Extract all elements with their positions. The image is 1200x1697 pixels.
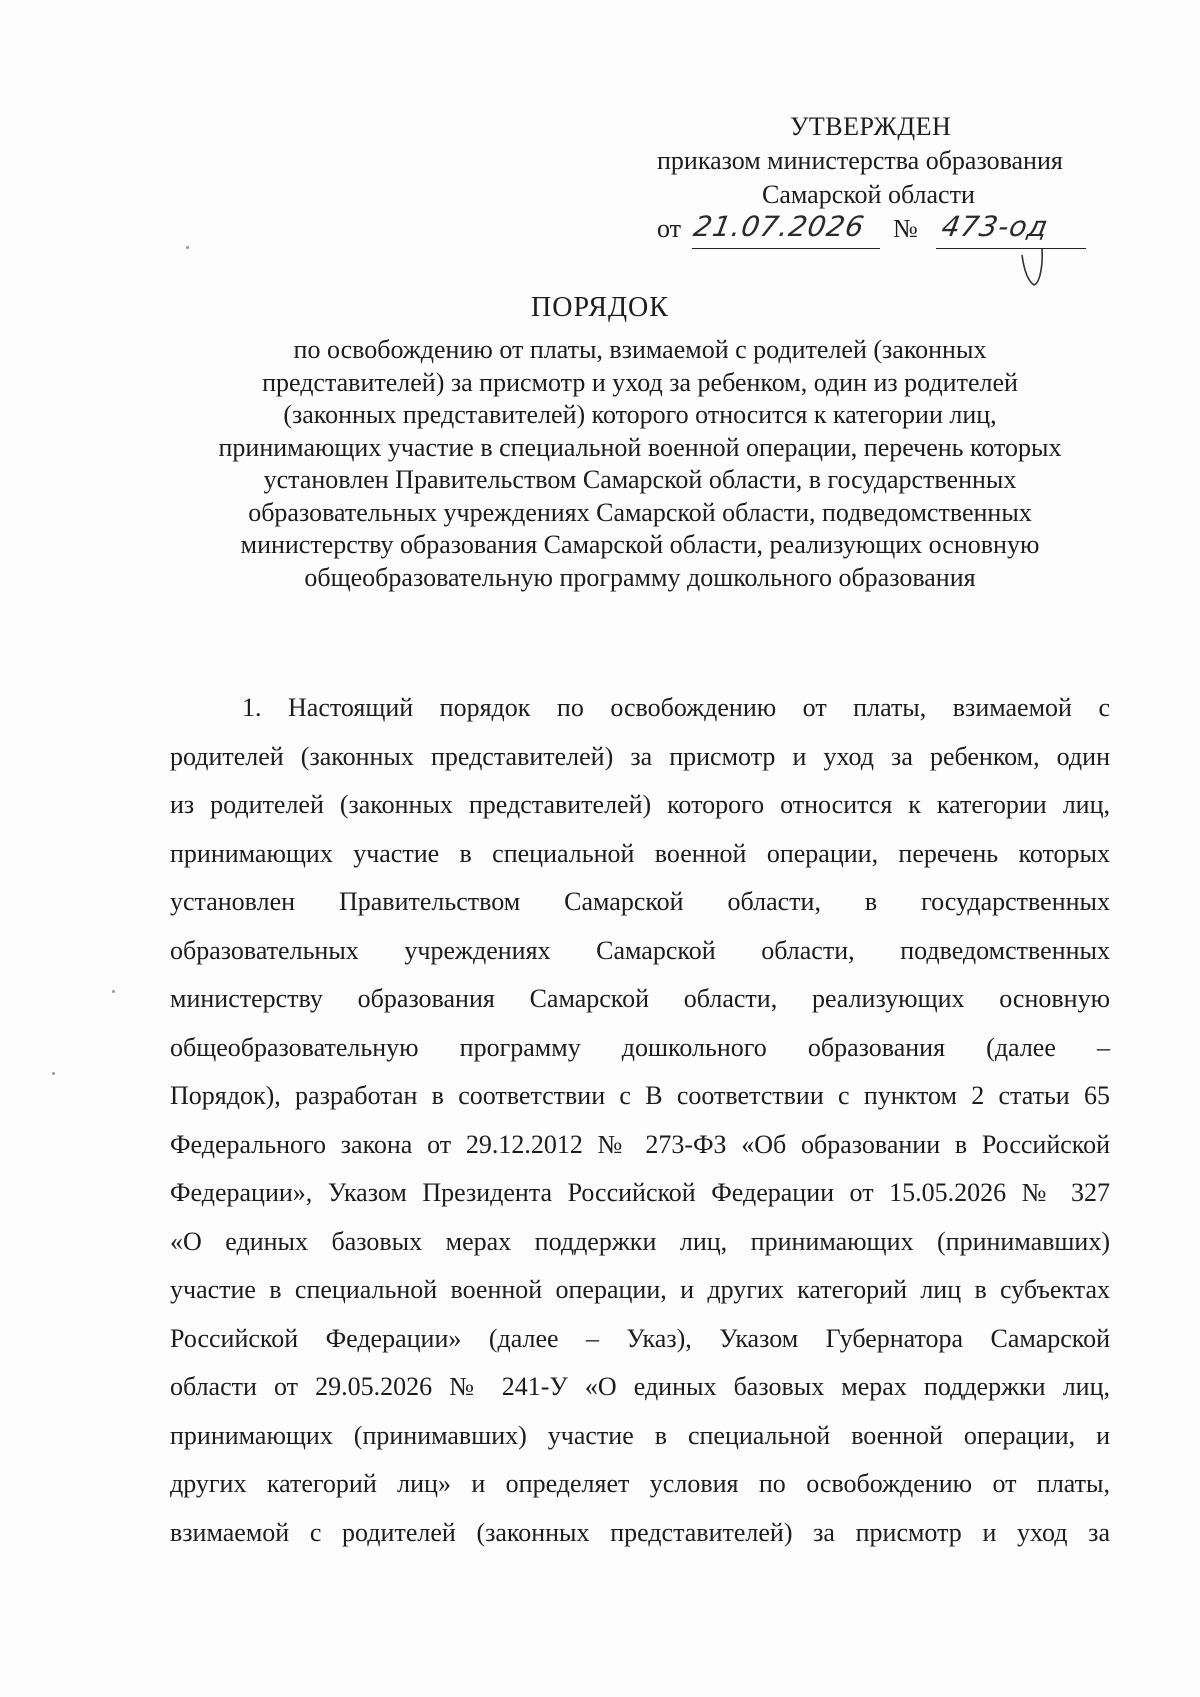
subtitle-line: (законных представителей) которого относится к категории лиц, [283, 400, 997, 429]
date-prefix: от [657, 214, 682, 243]
paragraph-line: принимающих участие в специальной военной операции, перечень которых [170, 838, 1110, 868]
approval-order-line: приказом министерства образования [657, 146, 1063, 175]
paragraph-line: установлен Правительством Самарской области, в государственных [170, 887, 1110, 916]
paragraph-1 [170, 684, 1110, 1557]
scan-speck [112, 990, 115, 993]
subtitle-line: представителей) за присмотр и уход за ребенком, один из родителей [262, 367, 1018, 397]
paragraph-line: общеобразовательную программу дошкольного образования (далее – [170, 1032, 1110, 1062]
document-title: ПОРЯДОК [531, 292, 669, 323]
paragraph-line: других категорий лиц» и определяет условия по освобождению от платы, [170, 1469, 1110, 1498]
approval-heading: УТВЕРЖДЕН [790, 112, 952, 141]
paragraph-line: министерству образования Самарской области, реализующих основную [170, 984, 1110, 1013]
handwritten-date: 21.07.2026 [691, 210, 868, 243]
number-prefix: № [893, 214, 918, 243]
paragraph-line: принимающих (принимавших) участие в специальной военной операции, и [170, 1420, 1110, 1450]
paragraph-line: области от 29.05.2026 № 241-У «О единых базовых мерах поддержки лиц, [170, 1372, 1110, 1401]
handwritten-stroke-icon [1018, 245, 1048, 295]
subtitle-line: принимающих участие в специальной военной операции, перечень которых [218, 432, 1062, 462]
scan-speck [52, 1072, 55, 1075]
paragraph-line: из родителей (законных представителей) которого относится к категории лиц, [170, 790, 1110, 819]
paragraph-line: образовательных учреждениях Самарской области, подведомственных [170, 935, 1110, 965]
document-subtitle [170, 334, 1110, 594]
paragraph-line: Федерации», Указом Президента Российской Федерации от 15.05.2026 № 327 [170, 1178, 1110, 1207]
paragraph-line: взимаемой с родителей (законных представителей) за присмотр и уход за [170, 1517, 1110, 1547]
subtitle-line: общеобразовательную программу дошкольного образования [304, 562, 976, 592]
subtitle-line: министерству образования Самарской области, реализующих основную [240, 530, 1040, 559]
scan-speck [186, 246, 189, 249]
subtitle-line: образовательных учреждениях Самарской области, подведомственных [248, 497, 1032, 527]
paragraph-line: Порядок), разработан в соответствии с В соответствии с пунктом 2 статьи 65 [170, 1081, 1110, 1110]
paragraph-line: 1. Настоящий порядок по освобождению от платы, взимаемой с [242, 693, 1110, 722]
number-field [936, 210, 1086, 249]
approval-stamp-block [640, 110, 1110, 252]
subtitle-line: по освобождению от платы, взимаемой с родителей (законных [293, 335, 987, 364]
paragraph-line: «О единых базовых мерах поддержки лиц, принимающих (принимавших) [170, 1226, 1110, 1256]
paragraph-line: родителей (законных представителей) за присмотр и уход за ребенком, один [170, 741, 1110, 771]
paragraph-line: Российской Федерации» (далее – Указ), Указом Губернатора Самарской [170, 1323, 1110, 1353]
subtitle-line: установлен Правительством Самарской области, в государственных [263, 465, 1017, 494]
date-field [691, 210, 880, 249]
paragraph-line: Федерального закона от 29.12.2012 № 273-ФЗ «Об образовании в Российской [170, 1129, 1110, 1159]
paragraph-line: участие в специальной военной операции, и других категорий лиц в субъектах [170, 1275, 1110, 1304]
handwritten-number: 473-од [939, 210, 1052, 243]
approval-region-line: Самарской области [762, 180, 975, 209]
